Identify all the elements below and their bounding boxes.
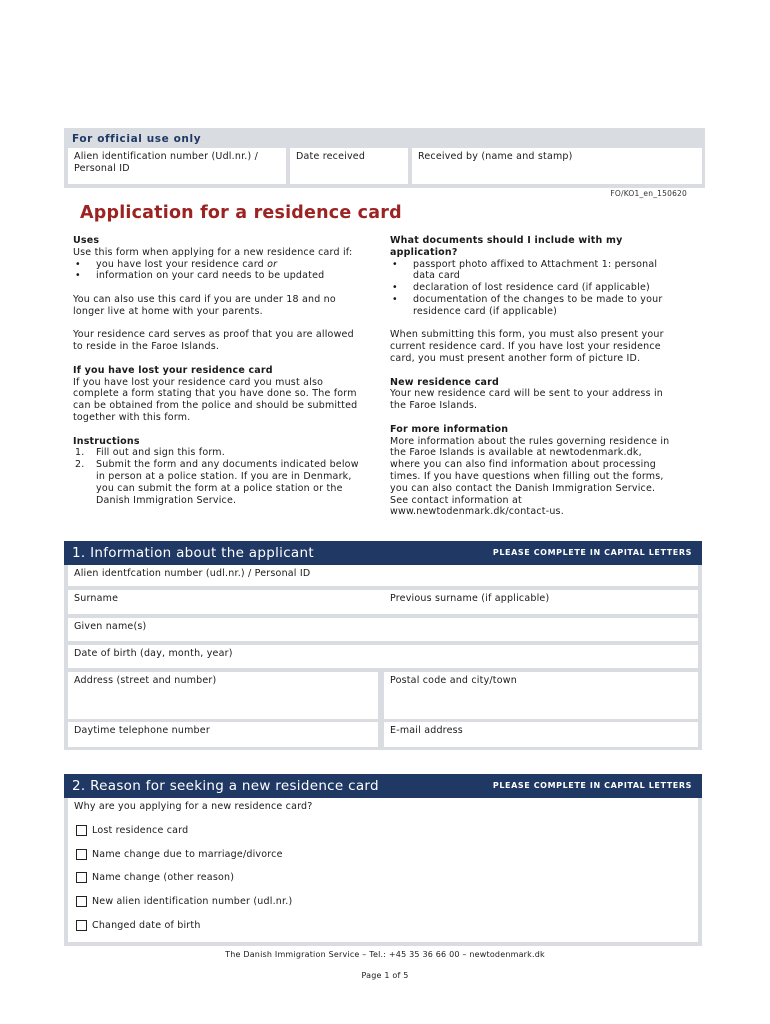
- more-info-heading: For more information: [390, 423, 509, 435]
- option-changed-dob-label: Changed date of birth: [92, 920, 201, 931]
- official-alien-id-cell[interactable]: [68, 148, 286, 184]
- lost-line-2: complete a form stating that you have done so. The form: [73, 388, 357, 400]
- instruction-2: 2. Submit the form and any documents indicated below in person at a police station. If you are in Denmark, you can submit the form at a police station or the Danish Immigration Service.: [75, 459, 359, 506]
- more-info-line-5: you can also contact the Danish Immigration Service.: [390, 482, 656, 494]
- more-info-link[interactable]: www.newtodenmark.dk/contact-us.: [390, 506, 564, 518]
- more-info-line-1: More information about the rules governing residence in: [390, 435, 670, 447]
- checkbox-name-change-other[interactable]: [76, 872, 87, 883]
- more-info-line-6: See contact information at: [390, 494, 522, 506]
- previous-surname-field[interactable]: [384, 590, 698, 614]
- email-label: E-mail address: [390, 725, 463, 736]
- uses-heading: Uses: [73, 235, 100, 246]
- new-card-line-1: Your new residence card will be sent to your address in: [390, 388, 664, 400]
- more-info-line-4: times. If you have questions when filling out the forms,: [390, 470, 664, 482]
- proof-line-1: Your residence card serves as proof that you are allowed: [73, 329, 354, 341]
- section2-header: [64, 774, 702, 798]
- lost-line-1: If you have lost your residence card you must also: [73, 376, 324, 388]
- official-date-received-label: Date received: [296, 151, 366, 162]
- previous-surname-label: Previous surname (if applicable): [390, 593, 550, 604]
- alien-id-field[interactable]: [68, 565, 698, 586]
- form-code: FO/KO1_en_150620: [610, 189, 687, 198]
- option-name-change-other-label: Name change (other reason): [92, 872, 235, 883]
- given-names-field[interactable]: [68, 618, 698, 641]
- reason-question: Why are you applying for a new residence card?: [74, 801, 313, 812]
- telephone-field[interactable]: [68, 722, 378, 747]
- section2-caps-note: PLEASE COMPLETE IN CAPITAL LETTERS: [492, 781, 692, 790]
- lost-heading: If you have lost your residence card: [73, 364, 273, 376]
- option-lost-card-label: Lost residence card: [92, 825, 189, 836]
- checkbox-changed-dob[interactable]: [76, 920, 87, 931]
- uses-intro: Use this form when applying for a new residence card if:: [73, 246, 353, 258]
- submit-line-3: card, you must present another form of picture ID.: [390, 352, 641, 364]
- date-of-birth-field[interactable]: [68, 645, 698, 668]
- new-card-heading: New residence card: [390, 376, 500, 388]
- option-changed-dob[interactable]: [76, 920, 201, 931]
- option-new-alien-id[interactable]: [76, 896, 292, 907]
- section2-title: 2. Reason for seeking a new residence card: [72, 778, 379, 794]
- lost-line-3: can be obtained from the police and should be submitted: [73, 400, 358, 412]
- postal-code-field[interactable]: [384, 672, 698, 719]
- submit-line-1: When submitting this form, you must also present your: [390, 329, 664, 341]
- section1-body: [64, 565, 702, 750]
- checkbox-lost-card[interactable]: [76, 825, 87, 836]
- lost-line-4: together with this form.: [73, 411, 191, 423]
- instruction-1: 1. Fill out and sign this form.: [75, 447, 225, 459]
- checkbox-name-change-marriage[interactable]: [76, 849, 87, 860]
- section1-header: [64, 541, 702, 565]
- docs-bullet-2: • declaration of lost residence card (if applicable): [392, 282, 650, 294]
- instructions-heading: Instructions: [73, 435, 140, 447]
- checkbox-new-alien-id[interactable]: [76, 896, 87, 907]
- option-name-change-other[interactable]: [76, 872, 234, 883]
- official-received-by-label: Received by (name and stamp): [418, 151, 573, 162]
- option-name-change-marriage[interactable]: [76, 849, 283, 860]
- official-date-received-cell[interactable]: [290, 148, 408, 184]
- section1-caps-note: PLEASE COMPLETE IN CAPITAL LETTERS: [492, 548, 692, 557]
- official-use-title: For official use only: [72, 133, 202, 145]
- option-lost-card[interactable]: [76, 825, 188, 836]
- docs-heading-1: What documents should I include with my: [390, 235, 623, 246]
- new-card-line-2: the Faroe Islands.: [390, 400, 478, 412]
- option-name-change-marriage-label: Name change due to marriage/divorce: [92, 849, 283, 860]
- page-number: Page 1 of 5: [361, 971, 409, 980]
- under18-line-2: longer live at home with your parents.: [73, 305, 263, 317]
- more-info-line-2: the Faroe Islands is available at newtodenmark.dk,: [390, 447, 642, 459]
- option-new-alien-id-label: New alien identification number (udl.nr.): [92, 896, 293, 907]
- official-received-by-cell[interactable]: [412, 148, 702, 184]
- docs-bullet-1: • passport photo affixed to Attachment 1: personal data card: [392, 258, 658, 282]
- docs-bullet-3: • documentation of the changes to be made to your residence card (if applicable): [392, 293, 663, 317]
- uses-bullet-2: • information on your card needs to be updated: [75, 270, 325, 282]
- date-of-birth-label: Date of birth (day, month, year): [74, 648, 233, 659]
- under18-line-1: You can also use this card if you are under 18 and no: [73, 293, 336, 305]
- official-alien-id-label-1: Alien identification number (Udl.nr.) /: [74, 151, 259, 162]
- postal-code-label: Postal code and city/town: [390, 675, 517, 686]
- surname-label: Surname: [74, 593, 119, 604]
- page-title: Application for a residence card: [80, 203, 402, 223]
- given-names-label: Given name(s): [74, 621, 147, 632]
- footer-contact: The Danish Immigration Service – Tel.: +45 35 36 66 00 – newtodenmark.dk: [225, 950, 545, 959]
- alien-id-label: Alien identfcation number (udl.nr.) / Personal ID: [74, 568, 311, 579]
- section1-title: 1. Information about the applicant: [72, 545, 314, 561]
- email-field[interactable]: [384, 722, 698, 747]
- proof-line-2: to reside in the Faroe Islands.: [73, 341, 220, 353]
- telephone-label: Daytime telephone number: [74, 725, 210, 736]
- left-info-column: [73, 235, 378, 506]
- address-label: Address (street and number): [74, 675, 217, 686]
- right-info-column: [390, 235, 700, 518]
- docs-heading-2: application?: [390, 246, 458, 258]
- submit-line-2: current residence card. If you have lost your residence: [390, 341, 661, 353]
- official-alien-id-label-2: Personal ID: [74, 163, 130, 174]
- uses-bullet-1: • you have lost your residence card or: [75, 258, 278, 270]
- address-field[interactable]: [68, 672, 378, 719]
- more-info-line-3: where you can also find information about processing: [390, 459, 656, 471]
